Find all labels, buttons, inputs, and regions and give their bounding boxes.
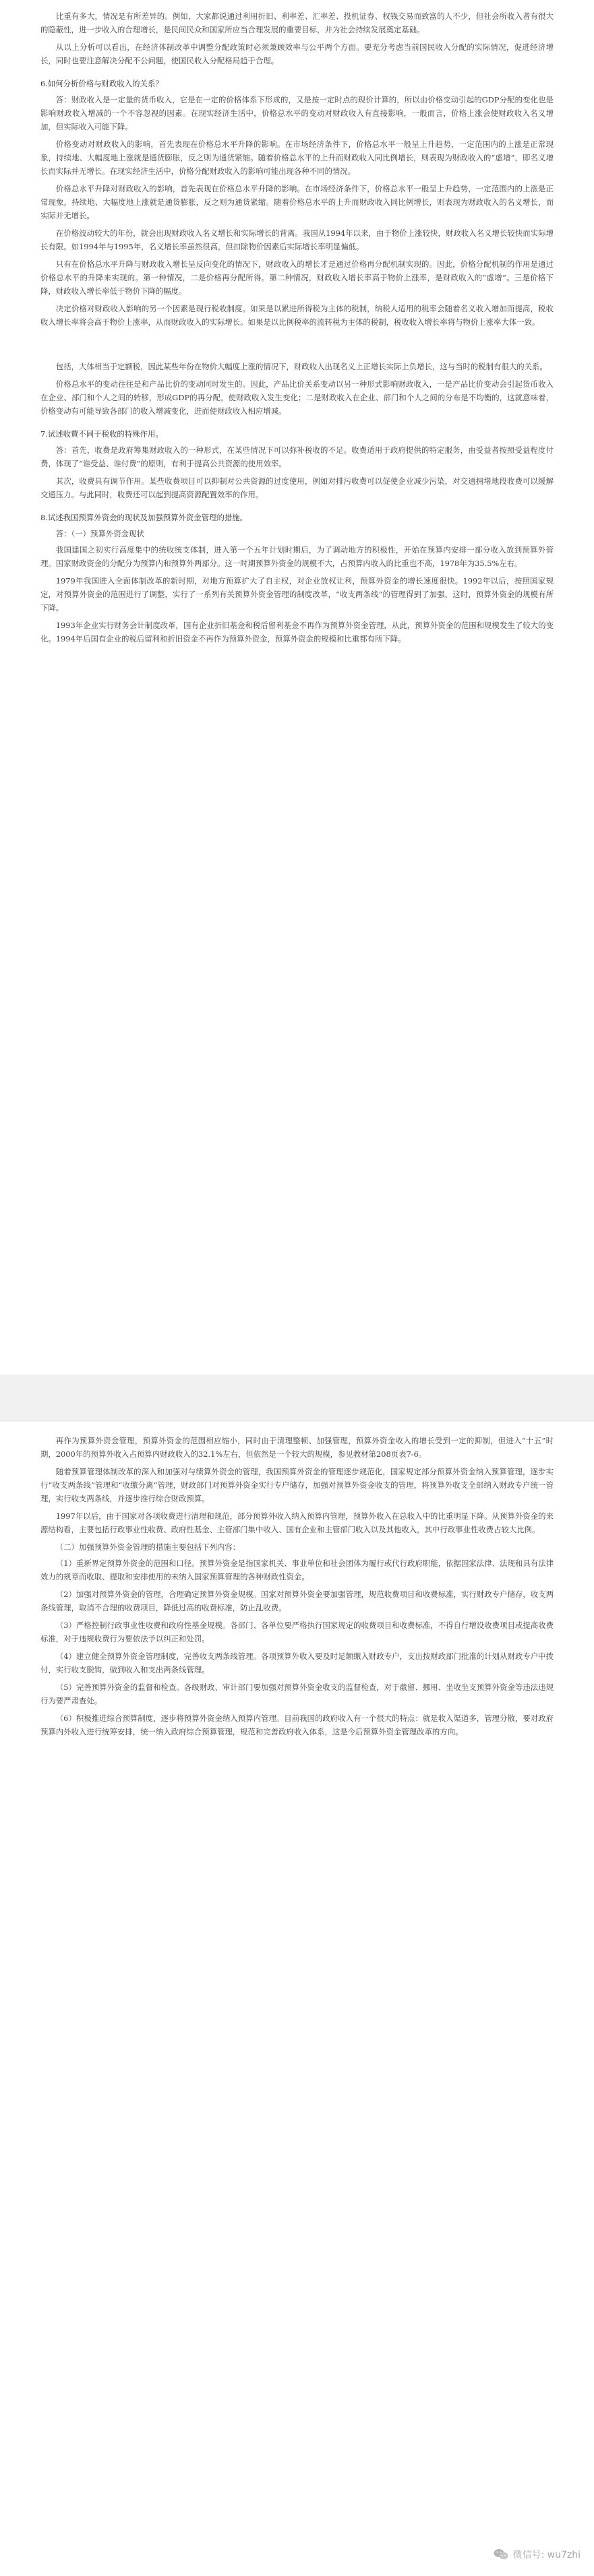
document-page-2 [0,1422,594,2576]
list-item: （5）完善预算外资金的监督和检查。各级财政、审计部门要加强对预算外资金收支的监督检查，对于截留、挪用、坐收坐支预算外资金等违法违规行为要严肃查处。 [40,1683,554,1705]
sub-heading: 答：（一）预算外资金现状 [55,529,144,538]
list-item: （6）积极推进综合预算制度，逐步将预算外资金纳入预算内管理。目前我国的政府收入有一个很大的特点：就是收入渠道多，管理分散，要对政府预算内外收入进行统筹安排，统一纳入政府综合预算管理，规范和完善政府收入体系，这是今后预算外资金管理改革的方向。 [40,1714,554,1736]
paragraph: 决定价格对财政收入影响的另一个因素是现行税收制度。如果是以累进所得税为主体的税制，纳税人适用的税率会随着名义收入增加而提高，税收收入增长率将会高于物价上涨率，从而财政收入的实际增长。如果是以比例税率的流转税为主体的税制，税收收入增长率将与物价上涨率大体一致。 [40,304,554,327]
list-item: （1）重新界定预算外资金的范围和口径。预算外资金是指国家机关、事业单位和社会团体为履行或代行政府职能，依据国家法律、法规和具有法律效力的规章而收取、提取和安排使用的未纳入国家预算管理的各种财政性资金。 [40,1559,554,1581]
question-heading-6: 6.如何分析价格与财政收入的关系？ [40,79,163,88]
paragraph: 包括，大体相当于定额税，因此某些年份在物价大幅度上涨的情况下，财政收入出现名义上正增长实际上负增长，这与当时的税制有很大的关系。 [55,362,547,371]
sub-heading: （二）加强预算外资金管理的措施主要包括下列内容： [55,1542,241,1552]
watermark-label: 微信号: wu7zhi [512,2550,581,2561]
list-item: （3）严格控制行政事业性收费和政府性基金规模。各部门、各单位要严格执行国家规定的收费项目和收费标准，不得自行增设收费项目或提高收费标准，对于违规收费行为要依法予以纠正和处罚。 [40,1621,554,1643]
paragraph: 价格总水平升降对财政收入的影响，首先表现在价格总水平升降的影响。在市场经济条件下，价格总水平一般呈上升趋势，一定范围内的上涨是正常现象，持续地、大幅度地上涨就是通货膨胀，反之则为通货紧缩。随着价格总水平的上升而财政收入同比例增长，则表现为财政收入的名义增长，而实际并无增长。 [40,184,554,220]
page-break-space [40,333,554,360]
page-gap [0,1375,594,1422]
question-heading-8: 8.试述我国预算外资金的现状及加强预算外资金管理的措施。 [40,513,248,522]
paragraph: 再作为预算外资金管理，预算外资金的范围相应缩小，同时由于清理整顿、加强管理，预算外资金收入的增长受到一定的抑制，但进入“十五”时期，2000年的预算外收入占预算内财政收入的32.1%左右，但依然是一个较大的规模，参见教材第208页表7-6。 [40,1436,554,1459]
question-heading-7: 7.试述收費不同于税收的特殊作用。 [40,429,163,439]
paragraph: 只有在价格总水平升降与财政收入增长呈反向变化的情况下，财政收入的增长才是通过价格再分配机制实现的。因此，价格分配机制的作用是通过价格总水平的升降来实现的。第一种情况，二是价格再分配所得。第二种情况，财政收入增长率高于物价上涨率，是财政收入的“虚增”。三是价格下降，财政收入增长率低于物价下降的幅度。 [40,259,554,296]
wechat-icon [494,2548,508,2561]
paragraph: 比重有多大，情况是有所差异的。例如，大家都说通过利用折旧、利率差、汇率差、投机证券、权钱交易而致富的人不少，但社会所收入者有很大的隐蔽性，进一步收入的合理增长，是民间民众和国家所应当合理发展的重要目标，并为社会持续发展奠定基础。 [40,11,554,34]
paragraph: 1993年企业实行财务会计制度改革，国有企业折旧基金和税后留利基金不再作为预算外资金管理，从此，预算外资金的范围和规模发生了较大的变化。1994年后国有企业的税后留利和折旧资金不再作为预算外资金，预算外资金的规模和比重都有所下降。 [40,621,554,643]
paragraph: 价格总水平的变动往往是和产品比价的变动同时发生的。因此，产品比价关系变动以另一种形式影响财政收入，一是产品比价变动会引起货币收入在企业、部门和个人之间的转移，形成GDP的再分配，使财政收入发生变化；二是财政收入在企业、部门和个人之间的分布是不均衡的，这就意味着，价格变动有可能导致各部门的收入增减变化，进而使财政收入相应增减。 [40,379,554,416]
paragraph: 1997年以后，由于国家对各项收费进行清理和规范，部分预算外收入纳入预算内管理，预算外收入在总收入中的比重明显下降。从预算外资金的来源结构看，主要包括行政事业性收费、政府性基金、主管部门集中收入、国有企业和主管部门收入以及其他收入，其中行政事业性收费占较大比例。 [40,1511,554,1534]
list-item: （2）加强对预算外资金的管理，合理确定预算外资金规模。国家对预算外资金要加强管理，规范收费项目和收费标准，实行财政专户储存，收支两条线管理，取消不合理的收费项目，降低过高的收费标准，防止乱收费。 [40,1590,554,1612]
paragraph: 其次，收费具有调节作用。某些收费项目可以抑制对公共资源的过度使用，例如对排污收费可以促使企业减少污染，对交通拥堵地段收费可以缓解交通压力。与此同时，收费还可以起到提高资源配置效率的作用。 [40,476,554,499]
paragraph: 价格变动对财政收入的影响，首先表现在价格总水平升降的影响。在市场经济条件下，价格总水平一般呈上升趋势，一定范围内的上涨是正常现象，持续地、大幅度地上涨就是通货膨胀，反之则为通货紧缩。随着价格总水平的上升而财政收入同比例增长，则表现为财政收入的“虚增”，即名义增长而实际并无增长。在现实经济生活中，价格分配财政收入的影响可能出现各种不同的情况。 [40,139,554,176]
paragraph: 我国建国之初实行高度集中的统收统支体制，进入第一个五年计划时期后，为了调动地方的积极性，开始在预算内安排一部分收入放到预算外管理。国家财政资金的分配分为预算内和预算外两部分。这一时期预算外资金的规模不大，占预算内收入的比重也不高，1978年为35.5%左右。 [40,545,554,568]
paragraph: 在价格波动较大的年份，就会出现财政收入名义增长和实际增长的背离。我国从1994年以来，由于物价上涨较快，财政收入名义增长较快而实际增长有限。如1994年与1995年，名义增长率虽然很高，但扣除物价因素后实际增长率明显偏低。 [40,228,554,251]
answer-paragraph: 答：首先，收费是政府筹集财政收入的一种形式，在某些情况下可以弥补税收的不足。收费适用于政府提供的特定服务，由受益者按照受益程度付费，体现了“谁受益、谁付费”的原则，有利于提高公共资源的使用效率。 [40,445,554,468]
paragraph: 从以上分析可以看出，在经济体制改革中调整分配政策时必须兼顾效率与公平两个方面。要充分考虑当前国民收入分配的实际情况，促进经济增长，同时也要注意解决分配不公问题，使国民收入分配格局趋于合理。 [40,42,554,65]
paragraph: 1979年我国进入全面体制改革的新时期，对地方预算扩大了自主权，对企业放权让利，预算外资金的增长速度很快。1992年以后，按照国家规定，对预算外资金的范围进行了调整，实行了一系列有关预算外资金管理的制度改革，“收支两条线”的管理得到了加强，这时，预算外资金的规模有所下降。 [40,576,554,612]
answer-paragraph: 答：财政收入是一定量的货币收入，它是在一定的价格体系下形成的，又是按一定时点的现价计算的，所以由价格变动引起的GDP分配的变化也是影响财政收入增减的一个不容忽视的因素。在现实经济生活中，价格总水平的变动对财政收入有直接影响，一般而言，价格上涨会使财政收入名义增加，但实际收入可能下降。 [40,95,554,131]
paragraph: 随着预算管理体制改革的深入和加强对与绩算外资金的管理，我国预算外资金的管理逐步规范化，国家规定部分预算外资金纳入预算管理，逐步实行“收支两条线”管理和“收缴分离”管理，财政部门对预算外资金实行专户储存，加强对预算外资金收支的管理，将预算外收支全部纳入财政专户统一管理，实行收支两条线，并逐步推行综合财政预算。 [40,1467,554,1503]
list-item: （4）建立健全预算外资金管理制度，完善收支两条线管理。各项预算外收入要及时足额缴入财政专户，支出按财政部门批准的计划从财政专户中拨付，实行收支脱钩，做到收入和支出两条线管理。 [40,1652,554,1674]
watermark [494,2548,581,2561]
